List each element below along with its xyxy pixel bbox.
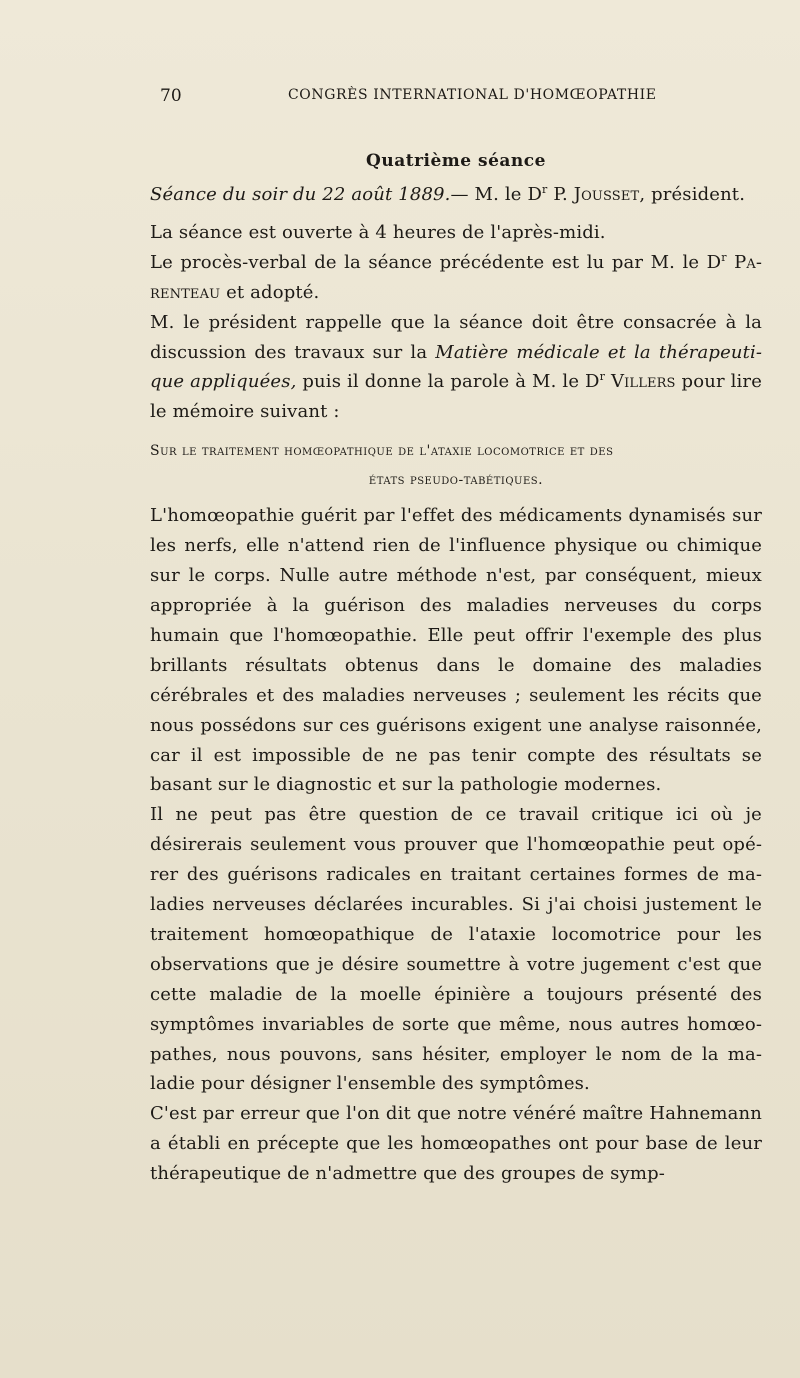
minutes-sup: r [721,250,727,264]
paragraph-minutes [150,248,762,308]
running-head: CONGRÈS INTERNATIONAL D'HOMŒOPATHIE [288,87,657,103]
president-name: Villers [605,371,676,393]
president-italic: Matière médicale et la thérapeutique appliquées, [150,341,762,393]
session-chair-suffix: , président. [639,184,746,205]
president-text-a: M. le président rappelle que la séance doit être consacrée à la discussion des travaux sur la [150,311,762,363]
session-date: Séance du soir du 22 août 1889. [150,184,451,205]
minutes-name: Parenteau [150,251,763,303]
paragraph-opening: La séance est ouverte à 4 heures de l'après-midi. [150,221,606,243]
page-header [160,86,760,110]
paragraph-president [150,308,762,428]
president-text-c: pour lire le mémoire suivant : [150,371,762,423]
minutes-text-b: et adopté. [220,281,320,303]
body-paragraph-2: Il ne peut pas être question de ce travail critique ici où je désirerais seulement vous prouver que l'homœopathie peut opérer des guérisons radicales en traitant certaines formes de maladies nerveuses déclarées incurables. Si j'ai choisi justement le traitement homœopathique de l'ataxie locomotrice pour les observations que je désire soumettre à votre jugement c'est que cette maladie de la moelle épinière a toujours présenté des symptômes invariables de sorte que même, nous autres homœopathes, nous pouvons, sans hésiter, employer le nom de la maladie pour désigner l'ensemble des symptômes. [150,804,762,1095]
session-chair-sup: r [542,183,548,196]
president-text-b: puis il donne la parole à M. le D [296,371,600,393]
page-content [150,148,762,1189]
president-sup: r [599,370,606,384]
section-title-line2: états pseudo-tabétiques. [368,472,544,489]
section-title-line1: Sur le traitement homœopathique de l'ataxie locomotrice et des [150,443,614,460]
session-chair-prefix: — M. le D [450,184,543,205]
session-line [150,180,762,210]
session-heading: Quatrième séance [366,151,546,171]
body-paragraph-1: L'homœopathie guérit par l'effet des médicaments dynamisés sur les nerfs, elle n'attend rien de l'influence physique ou chimique sur le corps. Nulle autre méthode n'est, par conséquent, mieux appropriée à la guérison des maladies nerveuses du corps humain que l'homœopathie. Elle peut offrir l'exemple des plus brillants résultats obtenus dans le domaine des maladies cérébrales et des maladies nerveuses ; seulement les récits que nous possédons sur ces guérisons exigent une analyse raisonnée, car il est impossible de ne pas tenir compte des résultats se basant sur le diagnostic et sur la pathologie modernes. [150,505,762,796]
session-chair-name: P. Jousset [547,184,640,205]
section-title [150,437,762,495]
minutes-text-a: Le procès-verbal de la séance précédente est lu par M. le D [150,251,722,273]
body-paragraph-3: C'est par erreur que l'on dit que notre vénéré maître Hahnemann a établi en précepte que les homœopathes ont pour base de leur thérapeutique de n'admettre que des groupes de symp- [150,1103,762,1185]
page-number: 70 [160,86,182,106]
